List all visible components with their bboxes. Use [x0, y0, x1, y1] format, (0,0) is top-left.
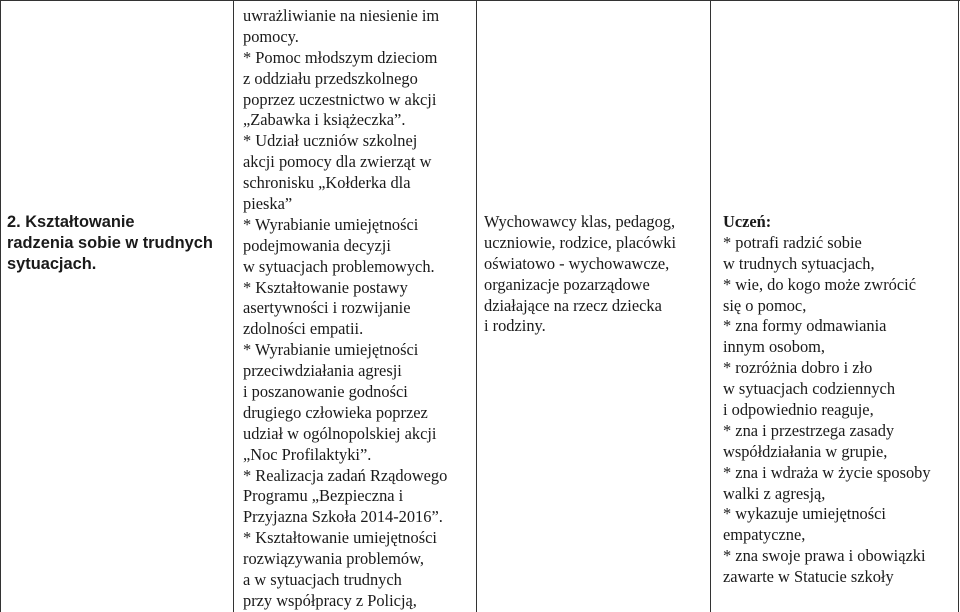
cell-line: schronisku „Kołderka dla: [243, 173, 411, 193]
cell-line: Programu „Bezpieczna i: [243, 486, 404, 506]
cell-line: * Realizacja zadań Rządowego: [243, 465, 448, 485]
cell-line: pomocy.: [243, 26, 299, 46]
cell-line: * Wyrabianie umiejętności: [243, 340, 419, 360]
cell-line: w sytuacjach problemowych.: [243, 256, 435, 276]
cell-line: organizacje pozarządowe: [484, 274, 650, 294]
cell-line: * Udział uczniów szkolnej: [243, 131, 418, 151]
cell-line: przeciwdziałania agresji: [243, 361, 402, 381]
cell-line: walki z agresją,: [723, 483, 826, 503]
cell-line: i rodziny.: [484, 316, 546, 336]
cell-line: * Kształtowanie umiejętności: [243, 528, 437, 548]
cell-line: udział w ogólnopolskiej akcji: [243, 423, 437, 443]
cell-line: się o pomoc,: [723, 295, 807, 315]
table-border-right: [958, 0, 959, 612]
cell-line: współdziałania w grupie,: [723, 441, 888, 461]
outcomes-heading: Uczeń:: [723, 212, 772, 231]
cell-line: 2. Kształtowanie: [7, 213, 135, 231]
cell-line: oświatowo - wychowawcze,: [484, 253, 670, 273]
cell-line: pieska”: [243, 194, 293, 214]
cell-line: empatyczne,: [723, 525, 806, 545]
cell-line: * zna formy odmawiania: [723, 316, 887, 336]
cell-line: działające na rzecz dziecka: [484, 295, 662, 315]
cell-line: zawarte w Statucie szkoły: [723, 567, 894, 587]
cell-line: * wie, do kogo może zwrócić: [723, 274, 916, 294]
cell-line: Wychowawcy klas, pedagog,: [484, 212, 676, 231]
cell-line: podejmowania decyzji: [243, 235, 391, 255]
cell-line: * Kształtowanie postawy: [243, 277, 408, 297]
cell-line: przy współpracy z Policją,: [243, 590, 417, 610]
cell-line: * wykazuje umiejętności: [723, 504, 886, 524]
table-border-col2: [476, 0, 477, 612]
cell-line: poprzez uczestnictwo w akcji: [243, 89, 437, 109]
cell-line: w trudnych sytuacjach,: [723, 253, 875, 273]
cell-line: * potrafi radzić sobie: [723, 232, 862, 252]
table-border-top: [0, 0, 960, 1]
cell-line: innym osobom,: [723, 337, 825, 357]
cell-line: z oddziału przedszkolnego: [243, 68, 418, 88]
table-border-left: [0, 0, 1, 612]
cell-line: i poszanowanie godności: [243, 382, 408, 402]
cell-line: i odpowiednio reaguje,: [723, 400, 874, 420]
cell-line: sytuacjach.: [7, 254, 97, 273]
cell-line: „Noc Profilaktyki”.: [243, 444, 372, 464]
cell-line: uwrażliwianie na niesienie im: [243, 6, 440, 25]
cell-line: akcji pomocy dla zwierząt w: [243, 152, 432, 172]
cell-line: „Zabawka i książeczka”.: [243, 110, 406, 130]
cell-line: * zna i wdraża w życie sposoby: [723, 462, 931, 482]
cell-line: uczniowie, rodzice, placówki: [484, 232, 677, 252]
cell-line: * Wyrabianie umiejętności: [243, 214, 419, 234]
cell-line: radzenia sobie w trudnych: [7, 233, 213, 252]
section-title: [7, 212, 213, 275]
cell-line: asertywności i rozwijanie: [243, 298, 411, 318]
cell-line: * rozróżnia dobro i zło: [723, 358, 873, 378]
cell-line: w sytuacjach codziennych: [723, 379, 896, 399]
cell-line: * Pomoc młodszym dzieciom: [243, 47, 438, 67]
activities-cell: [243, 6, 447, 612]
cell-line: Przyjazna Szkoła 2014-2016”.: [243, 507, 443, 527]
cell-line: zdolności empatii.: [243, 319, 364, 339]
outcomes-cell: [723, 212, 931, 588]
cell-line: * zna i przestrzega zasady: [723, 420, 895, 440]
cell-line: a w sytuacjach trudnych: [243, 570, 402, 590]
table-border-col1: [233, 0, 234, 612]
responsible-cell: [484, 212, 676, 337]
table-border-col3: [710, 0, 711, 612]
cell-line: * zna swoje prawa i obowiązki: [723, 546, 926, 566]
cell-line: drugiego człowieka poprzez: [243, 402, 428, 422]
cell-line: rozwiązywania problemów,: [243, 549, 424, 569]
